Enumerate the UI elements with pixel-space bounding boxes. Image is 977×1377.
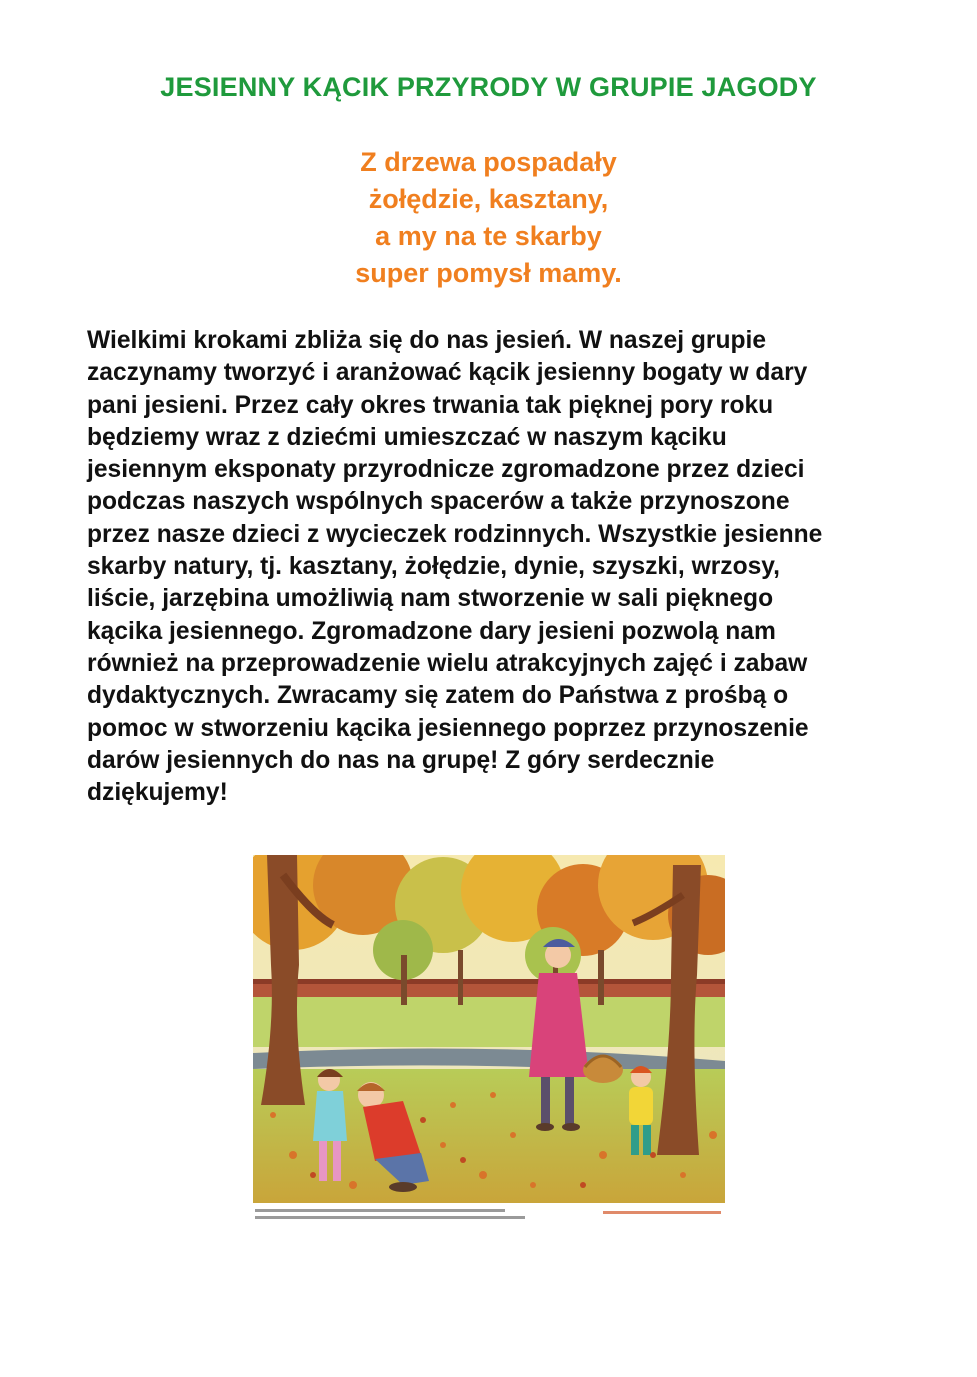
body-line: pani jesieni. Przez cały okres trwania tak pięknej pory roku [87, 391, 774, 419]
poem [0, 144, 977, 292]
body-line: pomoc w stworzeniu kącika jesiennego poprzez przynoszenie [87, 714, 809, 742]
body-line: skarby natury, tj. kasztany, żołędzie, dynie, szyszki, wrzosy, [87, 553, 780, 581]
body-line: darów jesiennych do nas na grupę! Z góry serdecznie [87, 746, 715, 774]
body-line: liście, jarzębina umożliwią nam stworzenie w sali pięknego [87, 585, 774, 613]
body-line: przez nasze dzieci z wycieczek rodzinnych. Wszystkie jesienne [87, 520, 823, 548]
body-line: dydaktycznych. Zwracamy się zatem do Państwa z prośbą o [87, 682, 789, 710]
body-line: zaczynamy tworzyć i aranżować kącik jesienny bogaty w dary [87, 359, 808, 387]
body-line: dziękujemy! [87, 779, 228, 807]
body-line: podczas naszych wspólnych spacerów a także przynoszone [87, 488, 790, 516]
body-line: jesiennym eksponaty przyrodnicze zgromadzone przez dzieci [87, 456, 805, 484]
autumn-park-picture [253, 855, 725, 1227]
poem-line: żołędzie, kasztany, [368, 184, 609, 214]
page-title: JESIENNY KĄCIK PRZYRODY W GRUPIE JAGODY [160, 72, 817, 102]
body-line: będziemy wraz z dziećmi umieszczać w naszym kąciku [87, 423, 727, 451]
body-line: kącika jesiennego. Zgromadzone dary jesieni pozwolą nam [87, 617, 776, 645]
body-line: Wielkimi krokami zbliża się do nas jesień. W naszej grupie [87, 327, 767, 354]
poem-line: Z drzewa pospadały [360, 147, 617, 177]
body-line: również na przeprowadzenie wielu atrakcyjnych zajęć i zabaw [87, 649, 808, 677]
poem-line: super pomysł mamy. [355, 258, 622, 288]
poem-line: a my na te skarby [375, 221, 602, 251]
autumn-illustration [253, 855, 725, 1227]
body-paragraph [87, 325, 902, 809]
